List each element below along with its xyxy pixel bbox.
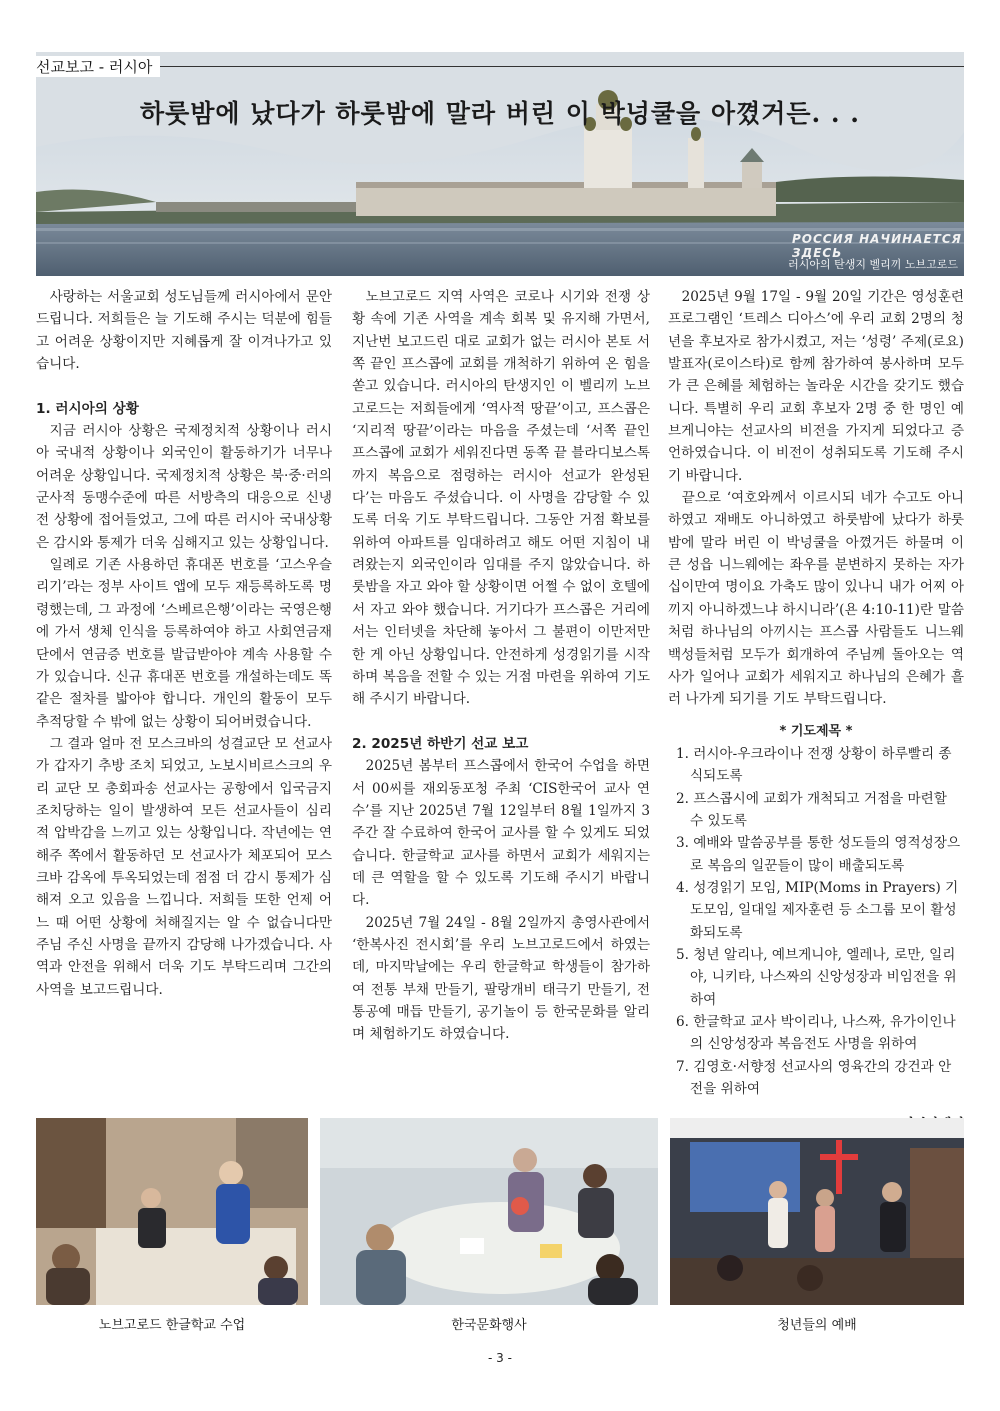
hero-caption: 러시아의 탄생지 벨리끼 노브고로드	[788, 258, 958, 271]
section2-p3: 2025년 9월 17일 - 9월 20일 기간은 영성훈련 프로그램인 ‘트레스 디아스’에 우리 교회 2명의 청년을 후보자로 참가시켰고, 저는 ‘성령’ 주제(로요) 발표자(로이스타)로 함께 참가하여 봉사하며 모두가 큰 은혜를 체험하는 놀라운 시간을 갖기도 했습니다. 특별히 우리 교회 후보자 2명 중 한 명인 예브게니야는 선교사의 비전을 가지게 되었다고 증언하였습니다. 이 비전이 성취되도록 기도해 주시기 바랍니다.	[668, 289, 964, 484]
page-number: - 3 -	[488, 1351, 512, 1365]
section-label: 선교보고 - 러시아	[36, 56, 160, 77]
photo-caption-3: 청년들의 예배	[777, 1318, 857, 1333]
prayer-list	[668, 743, 964, 1101]
prayer-item: 1. 러시아-우크라이나 전쟁 상황이 하루빨리 종식되도록	[676, 745, 952, 785]
photo-korean-class	[36, 1118, 308, 1305]
section1-p2: 일례로 기존 사용하던 휴대폰 번호를 ‘고스우슬리기’라는 정부 사이트 앱에 모두 재등록하도록 명령했는데, 그 과정에 ‘스베르은행’이라는 국영은행에 가서 생체 인식을 등록하여야 하고 사회연금재단에서 연금증 번호를 발급받아야 계속 사용할 수가 있습니다. 신규 휴대폰 번호를 개설하는데도 똑같은 절차를 밟아야 합니다. 개인의 활동이 모두 추적당할 수 밖에 없는 상황이 되어버렸습니다.	[36, 557, 332, 730]
header-rule	[36, 66, 964, 67]
worship-image	[670, 1118, 964, 1305]
section1-heading: 1. 러시아의 상황	[36, 400, 139, 417]
section1-p3: 그 결과 얼마 전 모스크바의 성결교단 모 선교사가 갑자기 추방 조치 되었고, 노보시비르스크의 우리 교단 모 총회파송 선교사는 공항에서 입국금지 조치당하는 일이 발생하여 모든 선교사들이 심리적 압박감을 느끼고 있는 상황입니다. 작년에는 연해주 쪽에서 활동하던 모 선교사가 체포되어 모스크바 감옥에 투옥되었는데 점점 더 감시 통제가 심해져 오고 있음을 느낍니다. 저희들 또한 언제 어느 때 어떤 상황에 처해질지는 알 수 없습니다만 주님 주신 사명을 끝까지 감당해 나가겠습니다. 사역과 안전을 위해서 더욱 기도 부탁드리며 그간의 사역을 보고드립니다.	[36, 735, 332, 998]
section2-heading: 2. 2025년 하반기 선교 보고	[352, 735, 529, 752]
hero-photo	[36, 52, 964, 276]
article-column-3	[668, 286, 964, 1158]
section2-p1: 2025년 봄부터 프스콥에서 한국어 수업을 하면서 00씨를 재외동포청 주최 ‘CIS한국어 교사 연수’를 지난 2025년 7월 12일부터 8월 1일까지 3주간 잘 수료하여 한국어 교사를 할 수 있게도 되었습니다. 한글학교 교사를 하면서 교회가 세워지는데 큰 역할을 할 수 있도록 기도해 주시기 바랍니다.	[352, 758, 650, 909]
photo-culture-event	[320, 1118, 658, 1305]
prayer-item: 7. 김영호·서향정 선교사의 영육간의 강건과 안전을 위하여	[676, 1058, 952, 1098]
prayer-item: 2. 프스콥시에 교회가 개척되고 거점을 마련할 수 있도록	[676, 790, 947, 829]
article-column-1	[36, 286, 332, 1001]
culture-event-image	[320, 1118, 658, 1305]
kremlin-sign-text: РОССИЯ НАЧИНАЕТСЯ ЗДЕСЬ	[792, 232, 962, 260]
section2-p2: 2025년 7월 24일 - 8월 2일까지 총영사관에서 ‘한복사진 전시회’를 우리 노브고로드에서 하였는데, 마지막날에는 우리 한글학교 학생들이 참가하여 전통 부채 만들기, 팔랑개비 태극기 만들기, 전통공예 매듭 만들기, 공기놀이 등 한국문화를 알리며 체험하기도 하였습니다.	[352, 914, 650, 1043]
intro-paragraph: 사랑하는 서울교회 성도님들께 러시아에서 문안드립니다. 저희들은 늘 기도해 주시는 덕분에 힘들고 어려운 상황이지만 지혜롭게 잘 이겨나가고 있습니다.	[36, 289, 332, 373]
classroom-image	[36, 1118, 308, 1305]
prayer-item: 5. 청년 알리나, 예브게니야, 엘레나, 로만, 일리야, 니키타, 나스짜의 신앙성장과 비임전을 위하여	[676, 946, 957, 1008]
prayer-item: 6. 한글학교 교사 박이리나, 나스짜, 유가이인나의 신앙성장과 복음전도 사명을 위하여	[676, 1014, 956, 1053]
photo-caption-2: 한국문화행사	[451, 1318, 527, 1333]
section1-p4: 노브고로드 지역 사역은 코로나 시기와 전쟁 상황 속에 기존 사역을 계속 회복 및 유지해 가면서, 지난번 보고드린 대로 교회가 없는 러시아 본토 서쪽 끝인 프스콥에 교회를 개척하기 위하여 온 힘을 쏟고 있습니다. 러시아의 탄생지인 이 벨리끼 노브고로드는 저희들에게 ‘역사적 땅끝’이고, 프스콥은 ‘지리적 땅끝’이라는 마음을 주셨는데 ‘서쪽 끝인 프스콥에 교회가 세워진다면 동쪽 끝 블라디보스톡까지 복음으로 점령하는 러시아 선교가 완성된다’는 마음도 주셨습니다. 이 사명을 감당할 수 있도록 더욱 기도 부탁드립니다. 그동안 거점 확보를 위하여 아파트를 임대하려고 해도 어떤 지침이 내려왔는지 외국인이라 임대를 주지 않았습니다. 하룻밤을 자고 와야 할 상황이면 어쩔 수 없이 호텔에서 자고 와야 했습니다. 거기다가 프스콥은 거리에서는 인터넷을 차단해 놓아서 그 불편이 이만저만한 게 아닌 상황입니다. 안전하게 성경읽기를 시작하며 복음을 전할 수 있는 거점 마련을 위하여 기도해 주시기 바랍니다.	[352, 289, 650, 708]
photo-caption-1: 노브고로드 한글학교 수업	[98, 1318, 246, 1333]
section2-p4: 끝으로 ‘여호와께서 이르시되 네가 수고도 아니하였고 재배도 아니하였고 하룻밤에 났다가 하룻밤에 말라 버린 이 박넝쿨을 아꼈거든 하물며 이 큰 성읍 니느웨에는 좌우를 분변하지 못하는 자가 십이만여 명이요 가축도 많이 있나니 내가 어찌 아끼지 아니하겠느냐 하시니라’(욘 4:10-11)란 말씀처럼 하나님의 아끼시는 프스콥 사람들도 니느웨 백성들처럼 모두가 회개하여 주님께 돌아오는 역사가 일어나 교회가 세워지고 하나님의 은혜가 흘러 나가게 되기를 기도 부탁드립니다.	[668, 490, 964, 708]
photo-youth-worship	[670, 1118, 964, 1305]
prayer-item: 3. 예배와 말씀공부를 통한 성도들의 영적성장으로 복음의 일꾼들이 많이 배출되도록	[676, 835, 961, 874]
headline-title: 하룻밤에 났다가 하룻밤에 말라 버린 이 박넝쿨을 아꼈거든. . .	[139, 99, 861, 128]
prayer-item: 4. 성경읽기 모임, MIP(Moms in Prayers) 기도모임, 일대일 제자훈련 등 소그룹 모이 활성화되도록	[676, 879, 959, 941]
section1-p1: 지금 러시아 상황은 국제정치적 상황이나 러시아 국내적 상황이나 외국인이 활동하기가 너무나 어려운 상황입니다. 국제정치적 상황은 북·중·러의 군사적 동맹수준에 따른 서방측의 대응으로 신냉전 상황에 접어들었고, 그에 따른 러시아 국내상황은 감시와 통제가 더욱 심해지고 있는 상황입니다.	[36, 423, 332, 551]
article-column-2	[352, 286, 650, 1046]
prayer-title: * 기도제목 *	[779, 723, 853, 739]
